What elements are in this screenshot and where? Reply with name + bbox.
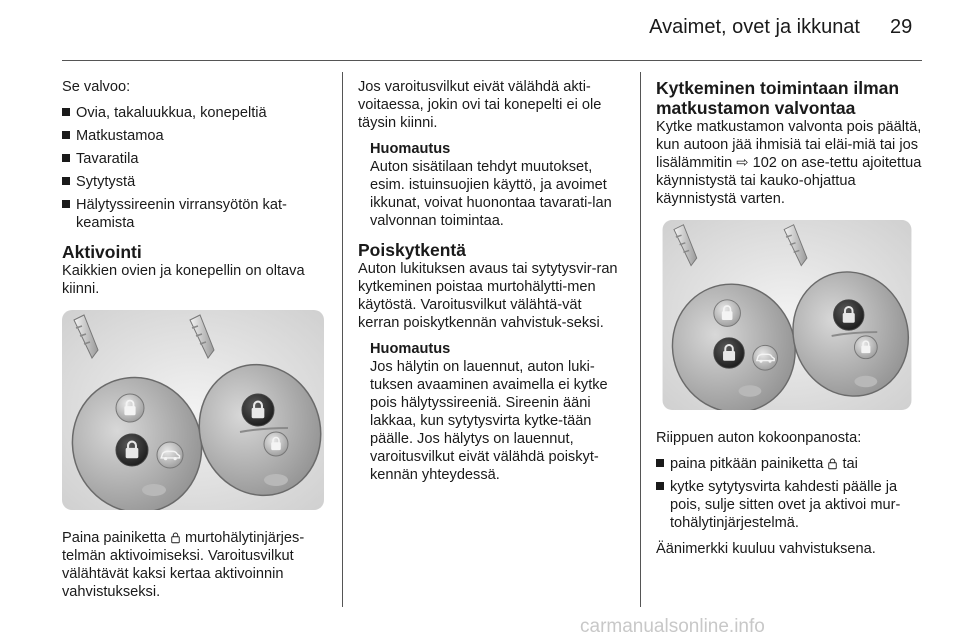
list-item: kytke sytytysvirta kahdesti päälle ja pois, sulje sitten ovet ja aktivoi mur-tohälytinjärjestelmä. xyxy=(656,478,924,532)
bullet-icon xyxy=(62,177,70,185)
section-heading-poiskytkenta: Poiskytkentä xyxy=(358,240,466,260)
note-title: Huomautus xyxy=(370,141,451,157)
header-rule xyxy=(62,60,922,61)
bullet-icon xyxy=(62,108,70,116)
key-fobs-image xyxy=(62,310,324,510)
page-number: 29 xyxy=(890,16,913,38)
paragraph: Auton lukituksen avaus tai sytytysvir-ran kytkeminen poistaa murtohälytti-men käytöstä. Varoitusvilkut välähtä-vät kerran poiskytkennän vahvistuk-seksi. xyxy=(358,261,618,331)
list-item: Hälytyssireenin virransyötön kat-keamista xyxy=(62,196,328,232)
note-title: Huomautus xyxy=(370,341,451,357)
paragraph: Kytke matkustamon valvonta pois päältä, kun autoon jää ihmisiä tai eläi-miä tai jos lisälämmitin ⇨ 102 on ase-tettu ajoitettua käynnistystä tai kauko-ohjattua käynnistystä varten. xyxy=(656,119,922,207)
key-fob-illustration xyxy=(62,310,328,515)
paragraph: Riippuen auton kokoonpanosta: xyxy=(656,430,862,446)
column-1 xyxy=(62,78,328,609)
bullet-icon xyxy=(62,131,70,139)
intro-text: Se valvoo: xyxy=(62,79,131,95)
column-3 xyxy=(656,78,924,566)
paragraph: Jos varoitusvilkut eivät välähdä akti-voitaessa, jokin ovi tai konepelti ei ole täysin kiinni. xyxy=(358,79,602,131)
bullet-icon xyxy=(656,459,664,467)
column-2 xyxy=(358,78,626,492)
paragraph: Äänimerkki kuuluu vahvistuksena. xyxy=(656,541,876,557)
list-item: Matkustamoa xyxy=(62,127,328,145)
key-fob-illustration-2 xyxy=(656,220,924,415)
header-title: Avaimet, ovet ja ikkunat xyxy=(649,16,860,38)
note-box xyxy=(358,140,626,230)
note-text: Jos hälytin on lauennut, auton luki-tuksen avaaminen avaimella ei kytke pois hälytyssireeniä. Sireenin ääni lakkaa, kun sytytysvirta kytke-tään päälle. Jos hälytys on lauennut, varoitusvilkut eivät välähdä poiskyt-kennän yhteydessä. xyxy=(370,359,608,483)
monitor-list xyxy=(62,104,328,232)
lock-icon xyxy=(828,457,837,470)
paragraph: Paina painiketta murtohälytinjärjes-telmän aktivoimiseksi. Varoitusvilkut välähtävät kaksi kertaa aktivoinnin vahvistukseksi. xyxy=(62,530,305,600)
note-box xyxy=(358,340,626,484)
list-item: paina pitkään painiketta tai xyxy=(656,455,924,473)
bullet-icon xyxy=(656,482,664,490)
list-item: Ovia, takaluukkua, konepeltiä xyxy=(62,104,328,122)
column-divider-2 xyxy=(640,72,641,607)
page-ref-arrow-icon: ⇨ xyxy=(736,155,749,171)
list-item: Tavaratila xyxy=(62,150,328,168)
key-fobs-image xyxy=(656,220,918,410)
page-reference-link[interactable]: 102 xyxy=(752,155,777,171)
config-list xyxy=(656,455,924,532)
bullet-icon xyxy=(62,200,70,208)
watermark: carmanualsonline.info xyxy=(580,616,765,637)
section-heading-kytkeminen: Kytkeminen toimintaan ilman matkustamon valvontaa xyxy=(656,78,900,118)
note-text: Auton sisätilaan tehdyt muutokset, esim. istuinsuojien käyttö, ja avoimet ikkunat, voivat huonontaa tavarati-lan valvonnan toimintaa. xyxy=(370,159,612,229)
paragraph: Kaikkien ovien ja konepellin on oltava kiinni. xyxy=(62,263,305,297)
section-heading-aktivointi: Aktivointi xyxy=(62,242,142,262)
bullet-icon xyxy=(62,154,70,162)
list-item: Sytytystä xyxy=(62,173,328,191)
lock-icon xyxy=(171,531,180,544)
column-divider-1 xyxy=(342,72,343,607)
